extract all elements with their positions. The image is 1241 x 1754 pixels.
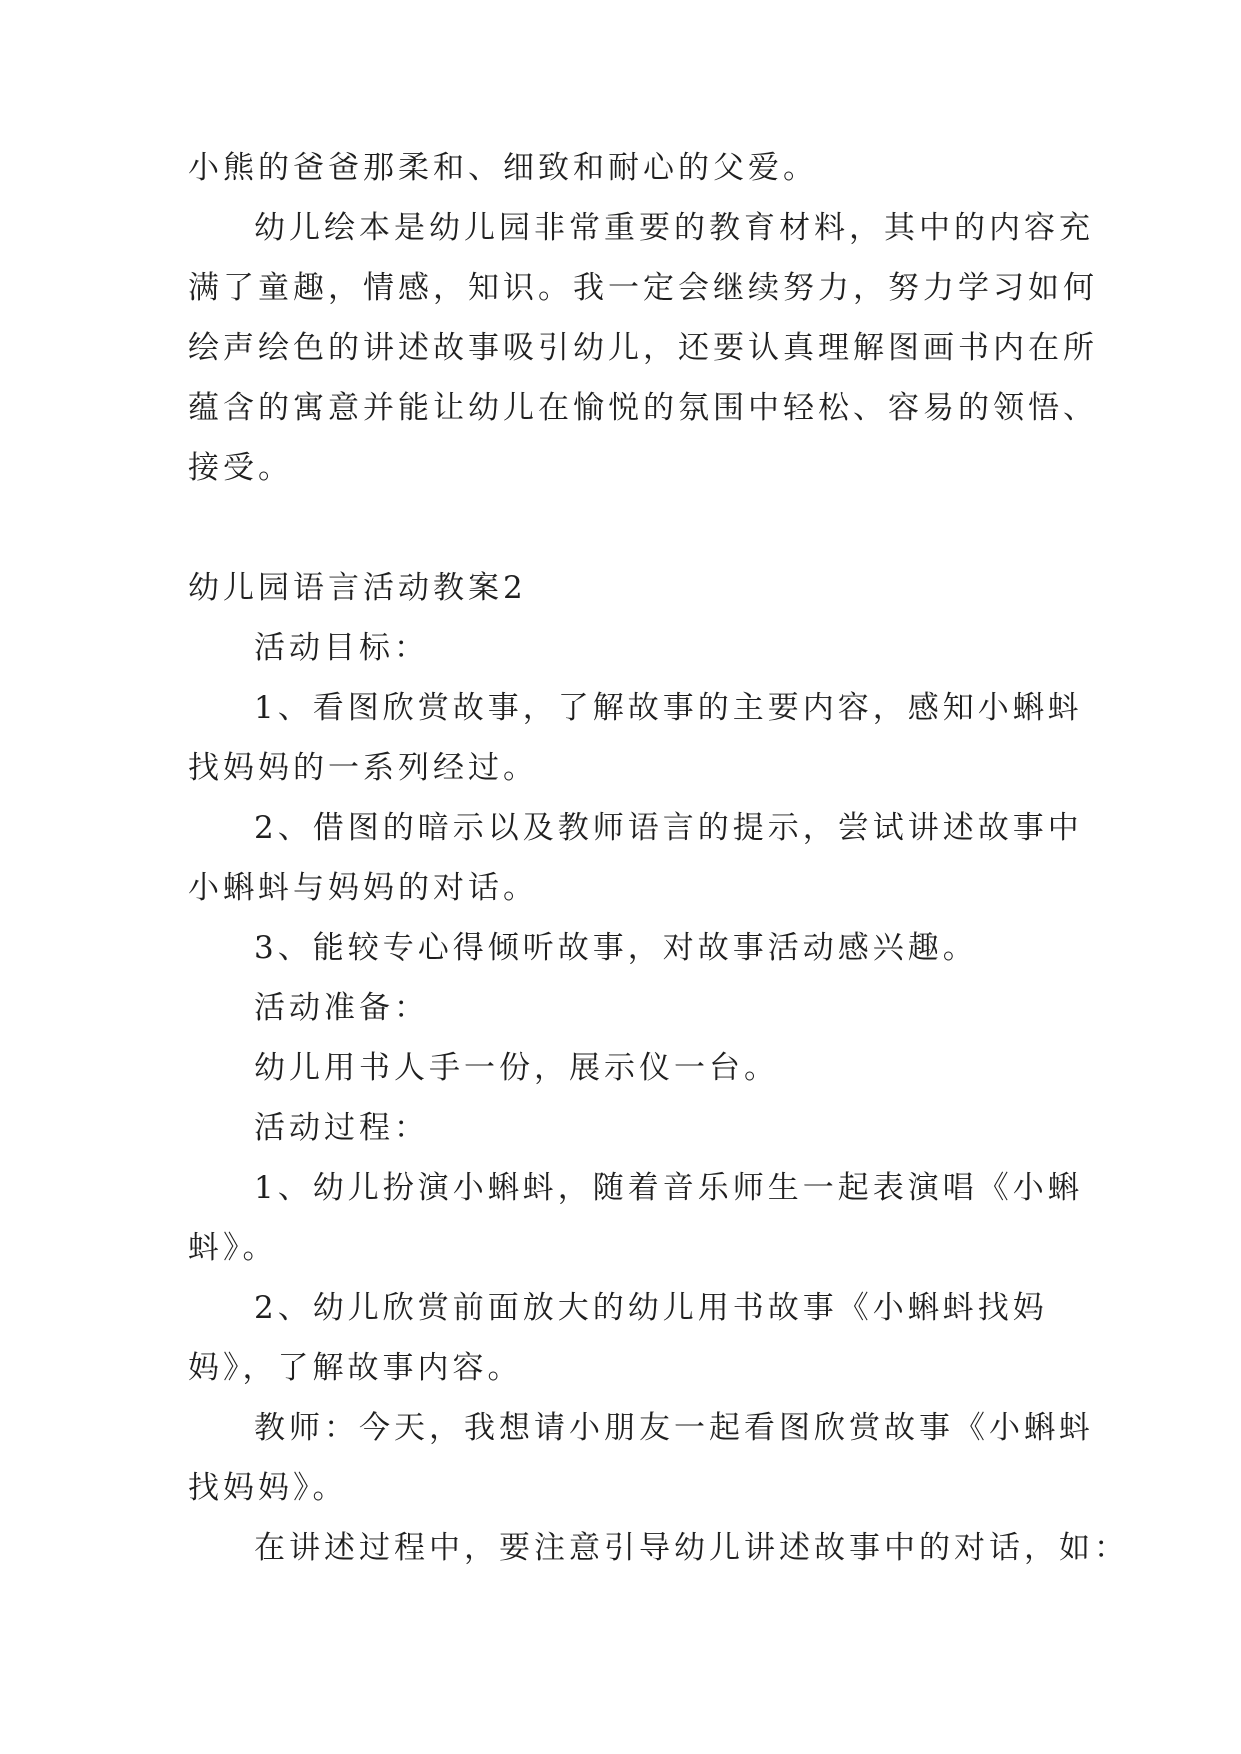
paragraph-line: 幼儿绘本是幼儿园非常重要的教育材料，其中的内容充 [254,210,1094,246]
item-line: 活动目标： [254,630,429,666]
item-line: 小蝌蚪与妈妈的对话。 [188,870,538,906]
item-line: 蚪》。 [188,1230,278,1266]
paragraph-line: 接受。 [188,450,293,486]
item-line: 2、借图的暗示以及教师语言的提示，尝试讲述故事中 [254,810,1083,846]
item-line: 妈》，了解故事内容。 [188,1350,523,1386]
item-line: 2、幼儿欣赏前面放大的幼儿用书故事《小蝌蚪找妈 [254,1290,1048,1326]
item-line: 活动准备： [254,990,429,1026]
item-line: 在讲述过程中，要注意引导幼儿讲述故事中的对话，如： [254,1530,1129,1566]
item-line: 幼儿用书人手一份，展示仪一台。 [254,1050,779,1086]
item-line: 找妈妈》。 [188,1470,348,1506]
item-line: 1、幼儿扮演小蝌蚪，随着音乐师生一起表演唱《小蝌 [254,1170,1083,1206]
section-gap [188,498,1058,558]
item-line: 活动过程： [254,1110,429,1146]
item-line: 1、看图欣赏故事，了解故事的主要内容，感知小蝌蚪 [254,690,1083,726]
item-line: 教师：今天，我想请小朋友一起看图欣赏故事《小蝌蚪 [254,1410,1094,1446]
paragraph-line: 绘声绘色的讲述故事吸引幼儿，还要认真理解图画书内在所 [188,330,1098,366]
document-body [188,138,1129,1578]
section-title: 幼儿园语言活动教案2 [188,570,527,606]
paragraph-line: 小熊的爸爸那柔和、细致和耐心的父爱。 [188,150,818,186]
paragraph-line: 满了童趣，情感，知识。我一定会继续努力，努力学习如何 [188,270,1098,306]
item-line: 3、能较专心得倾听故事，对故事活动感兴趣。 [254,930,978,966]
item-line: 找妈妈的一系列经过。 [188,750,538,786]
paragraph-line: 蕴含的寓意并能让幼儿在愉悦的氛围中轻松、容易的领悟、 [188,390,1098,426]
